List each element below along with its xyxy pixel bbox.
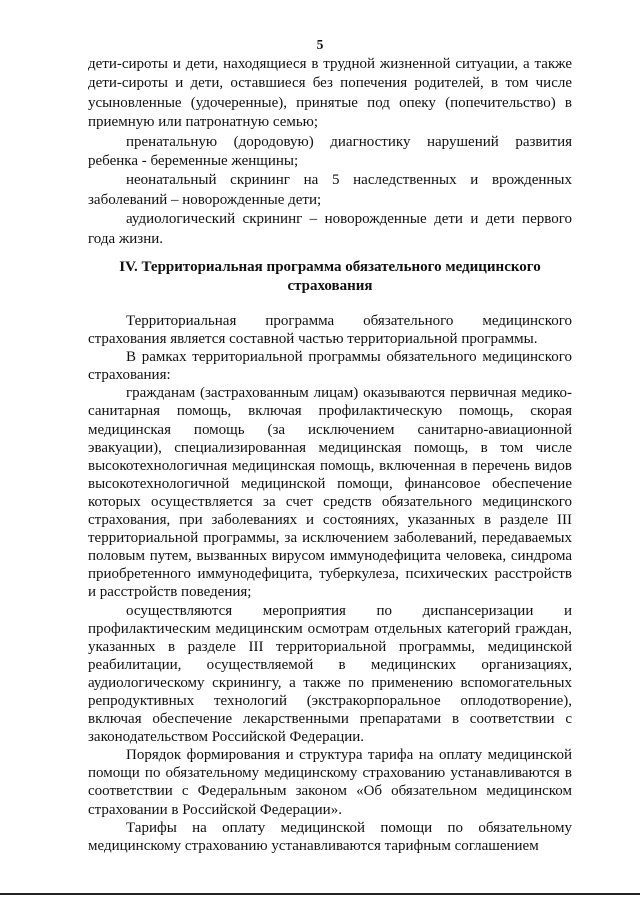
paragraph: неонатальный скрининг на 5 наследственных и врожденных заболеваний – новорожденные дети; xyxy=(88,172,572,208)
paragraph: дети-сироты и дети, находящиеся в трудной жизненной ситуации, а также дети-сироты и дети, оставшиеся без попечения родителей, в том числе усыновленные (удочеренные), принятые под опеку (попечительство) в приемную или патронатную семью; xyxy=(88,56,572,131)
paragraph: гражданам (застрахованным лицам) оказываются первичная медико-санитарная помощь, включая профилактическую помощь, скорая медицинская помощь (за исключением санитарно-авиационной эвакуации), специализированная медицинская помощь, в том числе высокотехнологичная медицинская помощь, включенная в перечень видов высокотехнологичной медицинской помощи, финансовое обеспечение которых осуществляется за счет средств обязательного медицинского страхования, при заболеваниях и состояниях, указанных в разделе III территориальной программы, за исключением заболеваний, передаваемых половым путем, вызванных вирусом иммунодефицита человека, синдрома приобретенного иммунодефицита, туберкулеза, психических расстройств и расстройств поведения; xyxy=(88,385,572,601)
page-number: 5 xyxy=(316,37,324,52)
paragraph: Территориальная программа обязательного медицинского страхования является составной частью территориальной программы. xyxy=(88,313,572,348)
section-intro-list xyxy=(88,55,572,249)
paragraph: аудиологический скрининг – новорожденные дети и дети первого года жизни. xyxy=(88,211,572,247)
paragraph: Порядок формирования и структура тарифа на оплату медицинской помощи по обязательному медицинскому страхованию устанавливаются в соответствии с Федеральным законом «Об обязательном медицинском страховании в Российской Федерации». xyxy=(88,747,572,818)
paragraph: Тарифы на оплату медицинской помощи по обязательному медицинскому страхованию устанавливаются тарифным соглашением xyxy=(88,819,572,854)
paragraph: осуществляются мероприятия по диспансеризации и профилактическим медицинским осмотрам отдельных категорий граждан, указанных в разделе III территориальной программы, медицинской реабилитации, осуществляемой в медицинских организациях, аудиологическому скринингу, а также по применению вспомогательных репродуктивных технологий (экстракорпоральное оплодотворение), включая обеспечение лекарственными препаратами в соответствии с законодательством Российской Федерации. xyxy=(88,602,572,746)
section-body xyxy=(88,312,572,855)
section-heading: IV. Территориальная программа обязательного медицинского страхования xyxy=(119,259,541,295)
paragraph: пренатальную (дородовую) диагностику нарушений развития ребенка - беременные женщины; xyxy=(88,133,572,170)
scan-edge-line xyxy=(0,893,640,895)
paragraph: В рамках территориальной программы обязательного медицинского страхования: xyxy=(88,349,572,384)
